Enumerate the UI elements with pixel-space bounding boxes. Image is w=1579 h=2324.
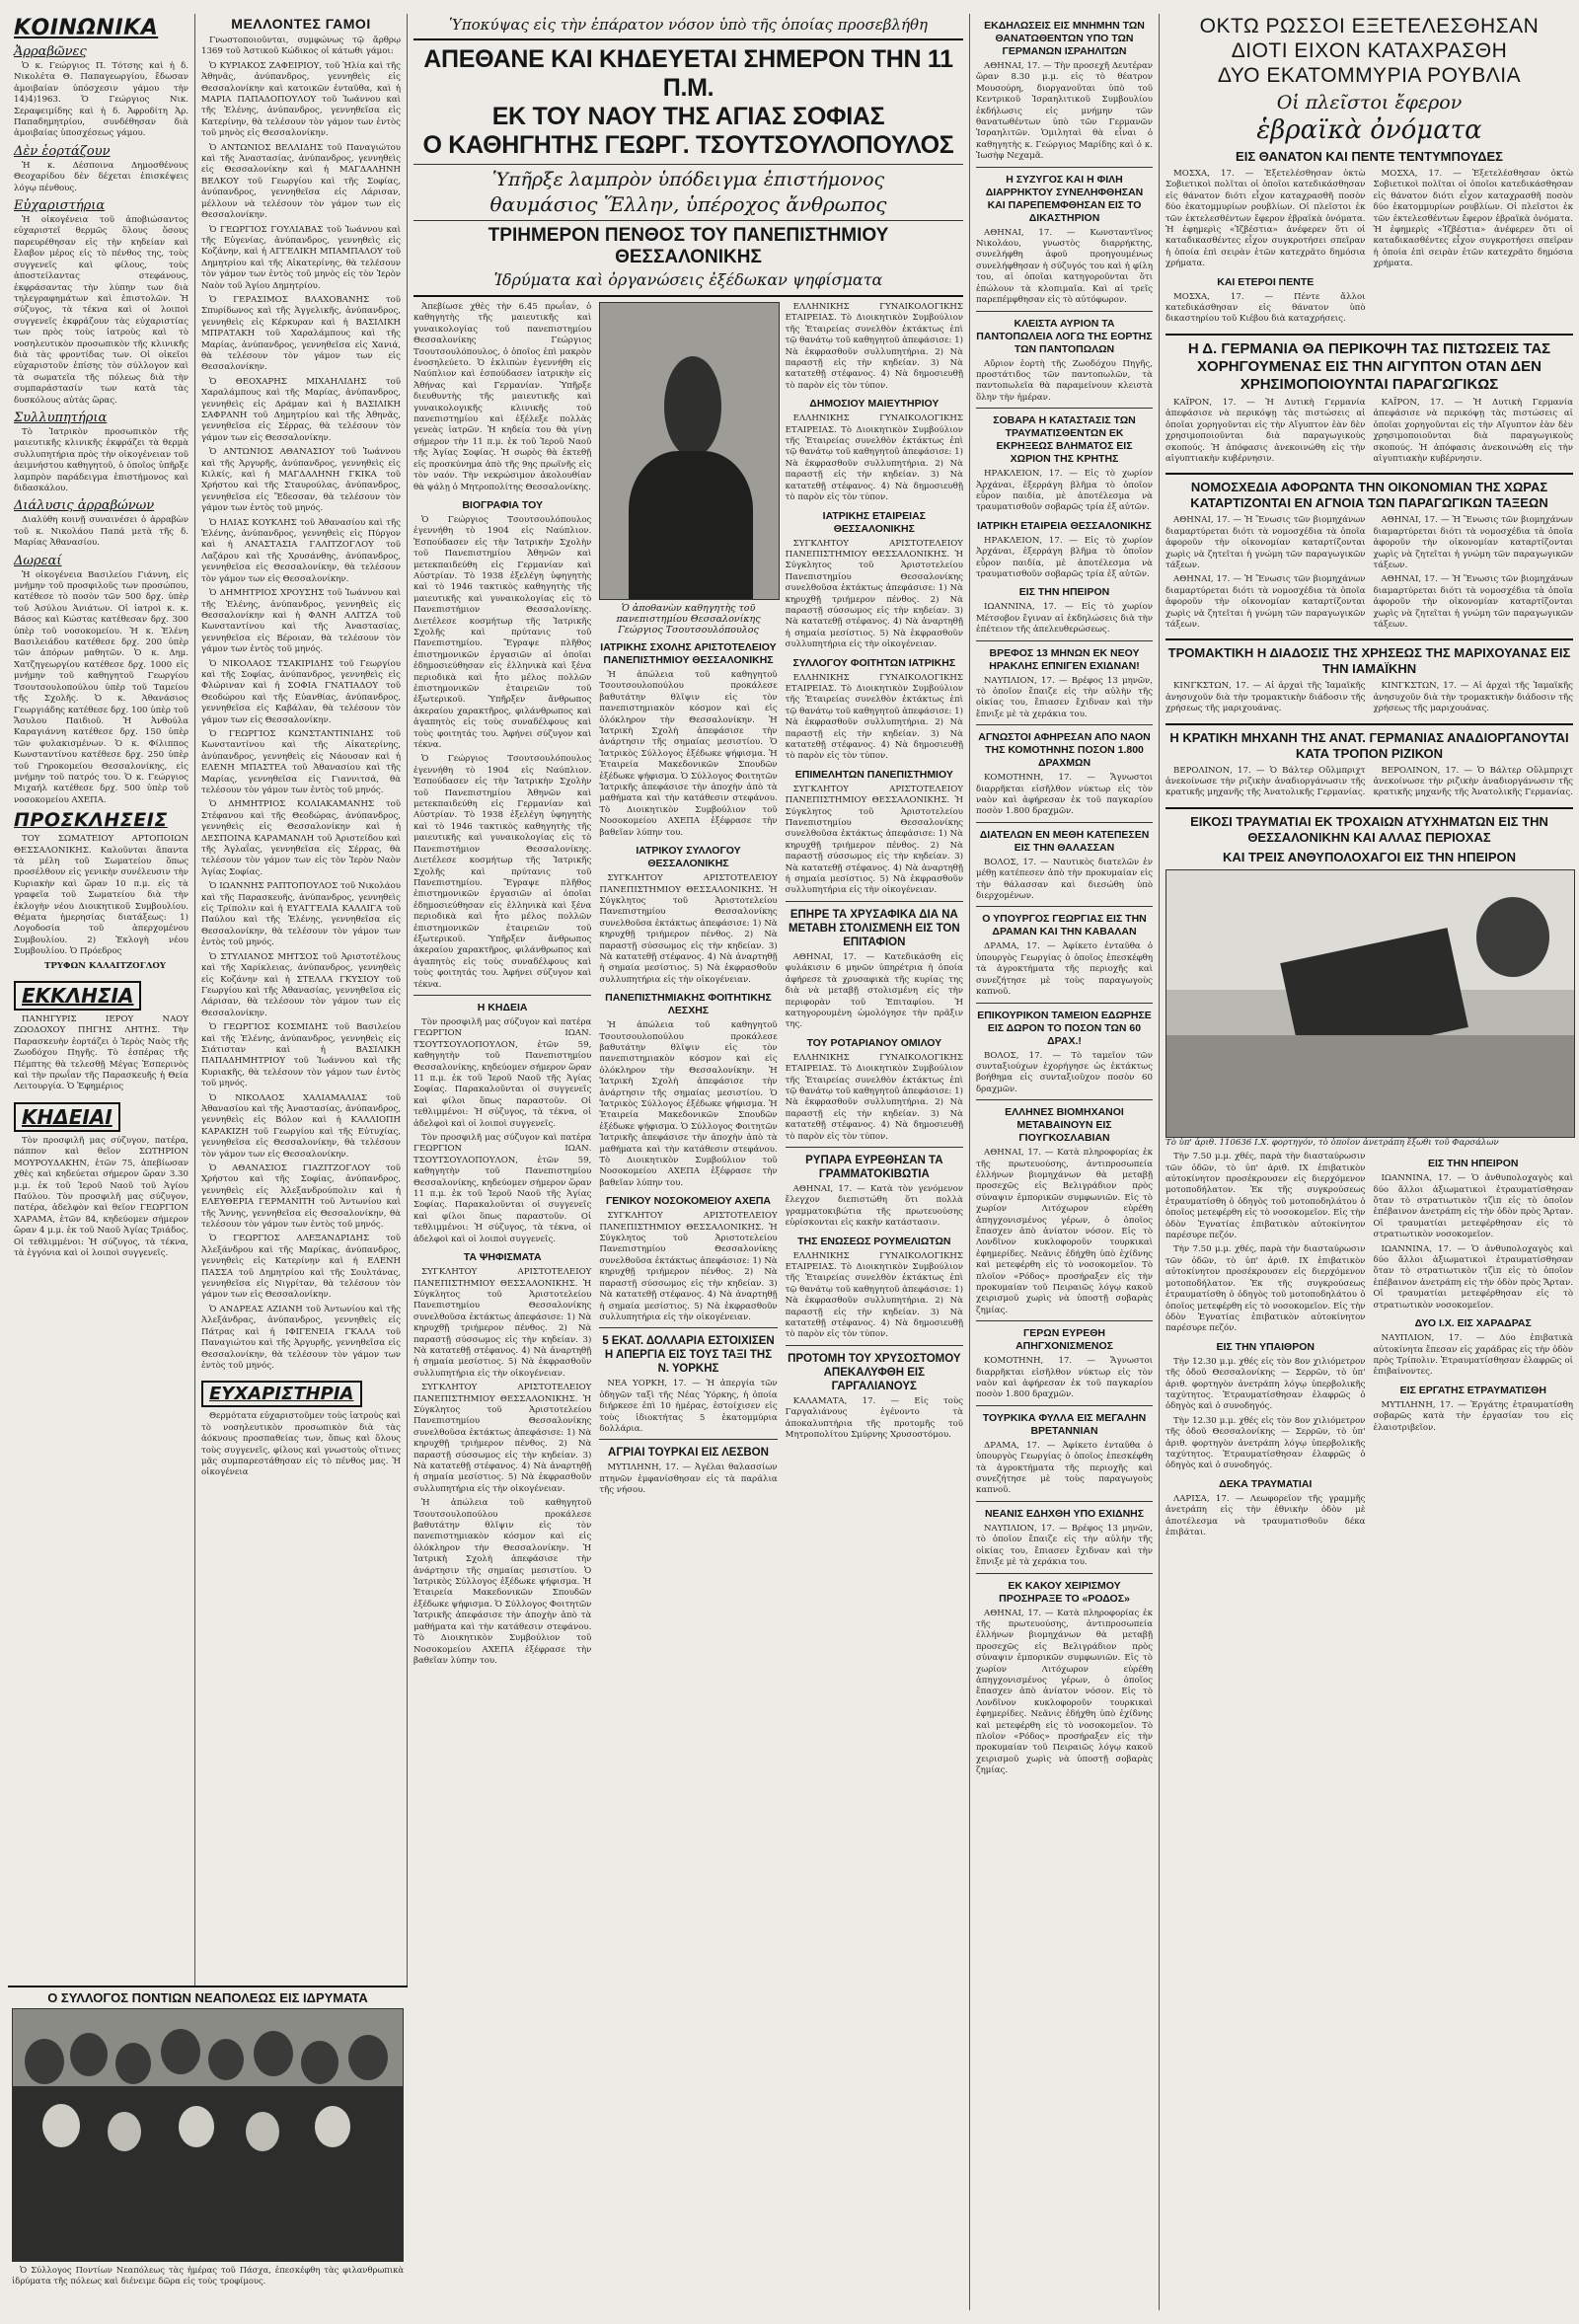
lead-headline-2: ΕΚ ΤΟΥ ΝΑΟΥ ΤΗΣ ΑΓΙΑΣ ΣΟΦΙΑΣ [491, 103, 885, 130]
article-body: ΣΥΓΚΛΗΤΟΥ ΑΡΙΣΤΟΤΕΛΕΙΟΥ ΠΑΝΕΠΙΣΤΗΜΙΟΥ ΘΕΣΣΑΛΟΝΙΚΗΣ. Ἡ Σύγκλητος τοῦ Ἀριστοτελείου Πανεπιστημίου Θεσσαλονίκης συνελθοῦσα ἐκτάκτως ἀπεφάσισε: 1) Νὰ κηρυχθῇ τριήμερον πένθος. 2) Νὰ παραστῇ σύσσωμος εἰς τὴν κηδείαν. 3) Νὰ κατατεθῇ στέφανος. 4) Νὰ ἀναρτηθῇ ἡ σημαία μεσίστιος. 5) Νὰ ἐκφρασθοῦν συλλυπητήρια εἰς τὴν οἰκογένειαν. [414, 1383, 592, 1494]
article-body: ΝΑΥΠΛΙΟΝ, 17. — Βρέφος 13 μηνῶν, τὸ ὁποῖον ἔπαιζε εἰς τὴν αὐλὴν τῆς οἰκίας του, ἔπιασεν ἔχιδναν καὶ τὴν ἔπνιξε μὲ τὰ χεράκια του. [976, 1523, 1153, 1568]
section-title-mellontes-gamoi: ΜΕΛΛΟΝΤΕΣ ΓΑΜΟΙ [231, 16, 371, 32]
article-subhead: ΙΑΤΡΙΚΟΥ ΣΥΛΛΟΓΟΥ ΘΕΣΣΑΛΟΝΙΚΗΣ [636, 845, 741, 870]
article-body: Ἡ ἀπώλεια τοῦ καθηγητοῦ Τσουτσουλοπούλου προκάλεσε βαθυτάτην θλῖψιν εἰς τὸν πανεπιστημιακὸν κόσμον καὶ εἰς ὁλόκληρον τὴν Θεσσαλονίκην. Ἡ Ἰατρικὴ Σχολὴ ἀπεφάσισε τὴν ἀνάρτησιν τῆς σημαίας μεσιστίου. Ὁ Ἰατρικὸς Σύλλογος ἐξέδωκε ψήφισμα. Ἡ Ἑταιρεία Μακεδονικῶν Σπουδῶν ἐξέδωκε ψήφισμα. Ὁ Σύλλογος Φοιτητῶν Ἰατρικῆς ἀπεφάσισε τὴν ἀποχὴν ἀπὸ τὰ μαθήματα καὶ τὴν κατάθεσιν στεφάνου. Τὸ Διοικητικὸν Συμβούλιον τοῦ Νοσοκομείου ΑΧΕΠΑ ἐξέφρασε τὴν βαθεῖαν λύπην του. [599, 670, 778, 838]
subsection-title: Διάλυσις ἀρραβώνων [14, 498, 155, 514]
article-body: ΜΟΣΧΑ, 17. — Ἐξετελέσθησαν ὀκτὼ Σοβιετικοὶ πολῖται οἱ ὁποῖοι κατεδικάσθησαν εἰς θάνατον διότι εἶχον καταχρασθῆ ποσὸν δύο ἑκατομμυρίων ρουβλίων. Οἱ πλεῖστοι ἐκ τῶν ἐκτελεσθέντων ἔφερον ἑβραϊκὰ ὀνόματα. Ἡ ἐφημερὶς «Ἰζβέστια» ἀνέφερεν ὅτι οἱ καταδικασθέντες εἶχον συγκροτήσει σπεῖραν ἡ ὁποία ἐπὶ σειρὰν ἐτῶν κατεχρᾶτο δημόσια χρήματα. [1373, 169, 1573, 269]
article-body: ΣΥΓΚΛΗΤΟΥ ΑΡΙΣΤΟΤΕΛΕΙΟΥ ΠΑΝΕΠΙΣΤΗΜΙΟΥ ΘΕΣΣΑΛΟΝΙΚΗΣ. Ἡ Σύγκλητος τοῦ Ἀριστοτελείου Πανεπιστημίου Θεσσαλονίκης συνελθοῦσα ἐκτάκτως ἀπεφάσισε: 1) Νὰ κηρυχθῇ τριήμερον πένθος. 2) Νὰ παραστῇ σύσσωμος εἰς τὴν κηδείαν. 3) Νὰ κατατεθῇ στέφανος. 4) Νὰ ἀναρτηθῇ ἡ σημαία μεσίστιος. 5) Νὰ ἐκφρασθοῦν συλλυπητήρια εἰς τὴν οἰκογένειαν. [414, 1267, 592, 1379]
article-subhead: ΕΙΣ ΤΗΝ ΥΠΑΙΘΡΟΝ [1216, 1340, 1315, 1353]
article-body: ΝΕΑ ΥΟΡΚΗ, 17. — Ἡ ἀπεργία τῶν ὁδηγῶν ταξὶ τῆς Νέας Ὑόρκης, ἡ ὁποία διήρκεσε ἐπὶ 10 ἡμέρας, ἐστοίχισεν εἰς τοὺς ἰδιοκτήτας 5 ἑκατομμύρια δολλάρια. [599, 1379, 778, 1434]
article-headline: ΚΛΕΙΣΤΑ ΑΥΡΙΟΝ ΤΑ ΠΑΝΤΟΠΩΛΕΙΑ ΛΟΓΩ ΤΗΣ ΕΟΡΤΗΣ ΤΩΝ ΠΑΝΤΟΠΩΛΩΝ [976, 317, 1153, 355]
article-body: ΕΛΛΗΝΙΚΗΣ ΓΥΝΑΙΚΟΛΟΓΙΚΗΣ ΕΤΑΙΡΕΙΑΣ. Τὸ Διοικητικὸν Συμβούλιον τῆς Ἑταιρείας συνελθὸν ἐκτάκτως ἐπὶ τῷ θανάτῳ τοῦ καθηγητοῦ ἀπεφάσισε: 1) Νὰ ἐκφρασθοῦν συλλυπητήρια. 2) Νὰ παραστῇ εἰς τὴν κηδείαν. 3) Νὰ κατατεθῇ στέφανος. 4) Νὰ δημοσιευθῇ τὸ παρὸν εἰς τὸν τύπον. [785, 302, 963, 391]
group-photo [12, 2008, 404, 2262]
article-subhead: ΔΥΟ Ι.Χ. ΕΙΣ ΧΑΡΑΔΡΑΣ [1414, 1317, 1532, 1330]
article-body: ΜΥΤΙΛΗΝΗ, 17. — Ἀγέλαι θαλασσίων πτηνῶν ἐμφανίσθησαν εἰς τὰ παράλια τῆς νήσου. [599, 1462, 778, 1496]
marriage-notice: Ὁ ΑΘΑΝΑΣΙΟΣ ΓΙΑΖΙΤΖΟΓΛΟΥ τοῦ Χρήστου καὶ τῆς Σοφίας, ἀνύπανδρος, γεννηθεὶς εἰς Ἀλεξανδρούπολιν καὶ ἡ ΕΛΕΥΘΕΡΙΑ ΓΕΡΜΑΝΙΤΗ τοῦ Ἀντωνίου καὶ τῆς Ἄννης, γεννηθεῖσα εἰς Θεσσαλονίκην, θὰ τελέσουν τὸν γάμον των ἐντὸς τοῦ μηνός. [201, 1163, 401, 1231]
lead-col-a [414, 302, 591, 1670]
article-body: Τὴν 7.50 μ.μ. χθές, παρὰ τὴν διασταύρωσιν τῶν ὁδῶν, τὸ ὑπ' ἀριθ. ΙΧ ἐπιβατικὸν αὐτοκίνητον προσέκρουσεν εἰς διερχόμενον μοτοποδήλατον. Ἐκ τῆς συγκρούσεως ἐτραυματίσθη ὁ ὁδηγὸς τοῦ μοτοποδηλάτου ὁ ὁποῖος μετεφέρθη εἰς τὸ νοσοκομεῖον. Εἰς τὴν ὁδὸν Ἐγνατίας ἐπιβατικὸν αὐτοκίνητον παρέσυρε πεζόν. [1165, 1152, 1366, 1241]
subsection-title: Ἀρραβῶνες [14, 44, 87, 59]
article-body: ΑΘΗΝΑΙ, 17. — Ἡ Ἕνωσις τῶν βιομηχάνων διαμαρτύρεται διότι τὰ νομοσχέδια τὰ ὁποῖα ἀφοροῦν τὴν οἰκονομίαν καταρτίζονται χωρὶς νὰ ζητεῖται ἡ γνώμη τῶν παραγωγικῶν τάξεων. [1373, 574, 1573, 630]
article-headline: ΠΡΟΤΟΜΗ ΤΟΥ ΧΡΥΣΟΣΤΟΜΟΥ ΑΠΕΚΑΛΥΦΘΗ ΕΙΣ ΓΑΡΓΑΛΙΑΝΟΥΣ [788, 1352, 961, 1392]
two-col-block [1165, 169, 1573, 329]
pontian-society-block [8, 1986, 408, 2311]
subsection-title: Δὲν ἑορτάζουν [14, 143, 111, 159]
article-subhead: ΤΑ ΨΗΦΙΣΜΑΤΑ [463, 1251, 542, 1264]
article-headline: ΑΓΡΙΑΙ ΤΟΥΡΚΑΙ ΕΙΣ ΛΕΣΒΟΝ [608, 1447, 769, 1460]
article-body: Διαλύθη κοινῇ συναινέσει ὁ ἀρραβὼν τοῦ κ. Νικολάου Παπά μετὰ τῆς δ. Μαρίας Ἀθανασίου. [14, 515, 188, 549]
article-headline: ΡΥΠΑΡΑ ΕΥΡΕΘΗΣΑΝ ΤΑ ΓΡΑΜΜΑΤΟΚΙΒΩΤΙΑ [805, 1154, 943, 1180]
article-body: Ὁ κ. Γεώργιος Π. Τότσης καὶ ἡ δ. Νικολέτα Θ. Παπαγεωργίου, ἔδωσαν ἀμοιβαίαν ὑπόσχεσιν γάμου τὴν 14)4)1963. Ὁ Γεώργιος Νικ. Σεραφειμίδης καὶ ἡ δ. Ἀφροδίτη Ἀρ. Παπαδημητρίου, συνδέθησαν διὰ ἀμοιβαίας ὑποσχέσεως γάμου. [14, 61, 188, 139]
article-body: Τὸν προσφιλῆ μας σύζυγον καὶ πατέρα ΓΕΩΡΓΙΟΝ ΙΩΑΝ. ΤΣΟΥΤΣΟΥΛΟΠΟΥΛΟΝ, ἐτῶν 59, καθηγητὴν τοῦ Πανεπιστημίου Θεσσαλονίκης, κηδεύομεν σήμερον ὥραν 11 π.μ. ἐκ τοῦ Ἱεροῦ Ναοῦ τῆς Ἁγίας Σοφίας. Παρακαλοῦνται οἱ συγγενεῖς καὶ φίλοι ὅπως παραστοῦν. Οἱ τεθλιμμένοι: Ἡ σύζυγος, τὰ τέκνα, οἱ ἀδελφοὶ καὶ οἱ λοιποὶ συγγενεῖς. [414, 1016, 592, 1129]
article-subhead: ΙΑΤΡΙΚΗΣ ΕΤΑΙΡΕΙΑΣ ΘΕΣΣΑΛΟΝΙΚΗΣ [822, 509, 926, 535]
article-body: ΙΩΑΝΝΙΝΑ, 17. — Ὁ ἀνθυπολοχαγὸς καὶ δύο ἄλλοι ἀξιωματικοὶ ἐτραυματίσθησαν ὅταν τὸ στρατιωτικὸν τζὶπ εἰς τὸ ὁποῖον ἐπέβαινον ἀνετράπη εἰς τὴν ὁδὸν πρὸς Ἄρταν. Οἱ τραυματίαι μετεφέρθησαν εἰς τὸ στρατιωτικὸν νοσοκομεῖον. [1373, 1173, 1573, 1240]
article-body: ΒΕΡΟΛΙΝΟΝ, 17. — Ὁ Βάλτερ Οὔλμπριχτ ἀνεκοίνωσε τὴν ριζικὴν ἀναδιοργάνωσιν τῆς κρατικῆς μηχανῆς τῆς Ἀνατολικῆς Γερμανίας. [1373, 765, 1573, 798]
article-headline: ΤΟΥΡΚΙΚΑ ΦΥΛΛΑ ΕΙΣ ΜΕΓΑΛΗΝ ΒΡΕΤΑΝΝΙΑΝ [982, 1411, 1147, 1437]
column-marriages [195, 14, 408, 2310]
article-body: ΤΟΥ ΣΩΜΑΤΕΙΟΥ ΑΡΤΟΠΟΙΩΝ ΘΕΣΣΑΛΟΝΙΚΗΣ. Καλοῦνται ἅπαντα τὰ μέλη τοῦ Σωματείου ὅπως προσέλθουν εἰς γενικὴν συνέλευσιν τὴν Κυριακὴν καὶ ὥραν 10 π.μ. εἰς τὰ γραφεῖα τοῦ Σωματείου διὰ τὴν ἐκλογὴν νέου Διοικητικοῦ Συμβουλίου. Θέματα ἡμερησίας διατάξεως: 1) Λογοδοσία τοῦ ἀπερχομένου Συμβουλίου. 2) Ἐκλογὴ νέου Συμβουλίου. Ὁ Πρόεδρος [14, 834, 188, 957]
article-body: ΜΟΣΧΑ, 17. — Πέντε ἄλλοι κατεδικάσθησαν εἰς θάνατον ὑπὸ δικαστηρίου τοῦ Κιέβου διὰ καταχρήσεις. [1165, 291, 1366, 325]
article-body: ΔΡΑΜΑ, 17. — Ἀφίκετο ἐνταῦθα ὁ ὑπουργὸς Γεωργίας ὁ ὁποῖος ἐπεσκέφθη τὰ ἀγροκτήματα τῆς περιοχῆς καὶ συνεζήτησε μὲ τοὺς παραγωγοὺς καπνοῦ. [976, 941, 1153, 998]
article-body: ΙΩΑΝΝΙΝΑ, 17. — Εἰς τὸ χωρίον Μέτσοβον ἔγιναν αἱ ἐκδηλώσεις διὰ τὴν ἐπέτειον τῆς ἀπελευθερώσεως. [976, 602, 1153, 636]
article-subhead: ΕΙΣ ΘΑΝΑΤΟΝ ΚΑΙ ΠΕΝΤΕ ΤΕΝΤΥΜΠΟΥΔΕΣ [1236, 149, 1503, 164]
article-body: ΑΘΗΝΑΙ, 17. — Ἡ Ἕνωσις τῶν βιομηχάνων διαμαρτύρεται διότι τὰ νομοσχέδια τὰ ὁποῖα ἀφοροῦν τὴν οἰκονομίαν καταρτίζονται χωρὶς νὰ ζητεῖται ἡ γνώμη τῶν παραγωγικῶν τάξεων. [1165, 574, 1366, 630]
two-col-block [1165, 515, 1573, 634]
marriage-notice: Ὁ ΗΛΙΑΣ ΚΟΥΚΛΗΣ τοῦ Ἀθανασίου καὶ τῆς Ἑλένης, ἀνύπανδρος, γεννηθεὶς εἰς Πύργον καὶ ἡ ΑΝΑΣΤΑΣΙΑ ΓΑΛΙΤΖΟΓΛΟΥ τοῦ Λαζάρου καὶ τῆς Χρυσάνθης, ἀνύπανδρος, γεννηθεῖσα εἰς Θεσσαλονίκην, θὰ τελέσουν τὸν γάμον των εἰς Θεσσαλονίκην. [201, 517, 401, 584]
article-body: Ἡ οἰκογένεια Βασιλείου Γιάννη, εἰς μνήμην τοῦ προσφιλοῦς των προσώπου, κατέθεσε τὸ ποσὸν τῶν 500 δρχ. ὑπὲρ τοῦ Ἀσύλου Ἀνιάτων. Οἱ ἰατροὶ κ. κ. Βάσος καὶ Κώστας κατέθεσαν δρχ. 300 ὑπὲρ τοῦ νοσοκομείου. Ἡ κ. Ἑλένη Βασιλειάδου κατέθεσε δρχ. 200 ὑπὲρ τῶν ἀπόρων μαθητῶν. Ὁ κ. Δημ. Χατζηγεωργίου κατέθεσε δρχ. 1000 εἰς μνήμην τοῦ καθηγητοῦ Γεωργίου Τσουτσουλοπούλου ὑπὲρ τοῦ Ταμείου τῆς Σχολῆς. Ὁ κ. Ἀθανάσιος Γεωργιάδης κατέθεσε δρχ. 100 ὑπὲρ τοῦ Ἄσυλου Παιδιοῦ. Ἡ Ἀνθούλα Καραγιάννη κατέθεσε δρχ. 150 ὑπὲρ τῶν φυλακισμένων. Ὁ κ. Φίλιππος Κωνσταντίνου κατέθεσε δρχ. 250 ὑπὲρ τοῦ Γηροκομείου Θεσσαλονίκης, εἰς μνήμην τοῦ πατρός του. Ὁ κ. Γεώργιος Μιχαήλ κατέθεσε δρχ. 500 ὑπὲρ τοῦ νοσοκομείου ΑΧΕΠΑ. [14, 569, 188, 805]
marriage-notice: Ὁ ΓΕΩΡΓΙΟΣ ΚΩΝΣΤΑΝΤΙΝΙΔΗΣ τοῦ Κωνσταντίνου καὶ τῆς Αἰκατερίνης, ἀνύπανδρος, γεννηθεὶς εἰς Νάουσαν καὶ ἡ ΕΛΕΝΗ ΜΠΑΣΤΕΑ τοῦ Ἀθανασίου καὶ τῆς Μαρίας, γεννηθεῖσα εἰς Γιαννιτσά, θὰ τελέσουν τὸν γάμον των ἐντὸς τοῦ μηνός. [201, 728, 401, 795]
marriage-notice: Ὁ ΘΕΟΧΑΡΗΣ ΜΙΧΑΗΛΙΔΗΣ τοῦ Χαραλάμπους καὶ τῆς Μαρίας, ἀνύπανδρος, γεννηθεὶς εἰς Δράμαν καὶ ἡ ΒΑΣΙΛΙΚΗ ΣΑΦΡΑΝΗ τοῦ Δημητρίου καὶ τῆς Ἀθηνᾶς, γεννηθεῖσα εἰς Σέρρας, θὰ τελέσουν τὸν γάμον των εἰς Θεσσαλονίκην. [201, 376, 401, 443]
article-headline: ΝΕΑΝΙΣ ΕΔΗΧΘΗ ΥΠΟ ΕΧΙΔΝΗΣ [984, 1507, 1145, 1520]
column-lead-story [408, 14, 970, 2310]
article-headline: Ο ΣΥΛΛΟΓΟΣ ΠΟΝΤΙΩΝ ΝΕΑΠΟΛΕΩΣ ΕΙΣ ΙΔΡΥΜΑΤΑ [47, 1990, 368, 2005]
marriage-notice: Ὁ ΔΗΜΗΤΡΙΟΣ ΧΡΟΥΣΗΣ τοῦ Ἰωάννου καὶ τῆς Ἑλένης, ἀνύπανδρος, γεννηθεὶς εἰς Θεσσαλονίκην καὶ ἡ ΦΑΝΗ ΑΛΙΤΖΑ τοῦ Κωνσταντίνου καὶ τῆς Ἀναστασίας, γεννηθεῖσα εἰς Βέροιαν, θὰ τελέσουν τὸν γάμον των ἐντὸς τοῦ μηνός. [201, 588, 401, 655]
article-body: Τὸν προσφιλῆ μας σύζυγον καὶ πατέρα ΓΕΩΡΓΙΟΝ ΙΩΑΝ. ΤΣΟΥΤΣΟΥΛΟΠΟΥΛΟΝ, ἐτῶν 59, καθηγητὴν τοῦ Πανεπιστημίου Θεσσαλονίκης, κηδεύομεν σήμερον ὥραν 11 π.μ. ἐκ τοῦ Ἱεροῦ Ναοῦ τῆς Ἁγίας Σοφίας. Παρακαλοῦνται οἱ συγγενεῖς καὶ φίλοι ὅπως παραστοῦν. Οἱ τεθλιμμένοι: Ἡ σύζυγος, τὰ τέκνα, οἱ ἀδελφοὶ καὶ οἱ λοιποὶ συγγενεῖς. [414, 1133, 592, 1244]
article-body: Γνωστοποιοῦνται, συμφώνως τῷ ἄρθρῳ 1369 τοῦ Ἀστικοῦ Κώδικος οἱ κάτωθι γάμοι: [201, 36, 401, 57]
headline-economy-bills: ΝΟΜΟΣΧΕΔΙΑ ΑΦΟΡΩΝΤΑ ΤΗΝ ΟΙΚΟΝΟΜΙΑΝ ΤΗΣ ΧΩΡΑΣ ΚΑΤΑΡΤΙΖΟΝΤΑΙ ΕΝ ΑΓΝΟΙΑ ΤΩΝ ΠΑΡΑΓΩΓΙΚΩΝ ΤΑΞΕΩΝ [1190, 480, 1548, 511]
marriage-notice: Ὁ ΑΝΔΡΕΑΣ ΑΖΙΑΝΗ τοῦ Ἀντωνίου καὶ τῆς Ἀλεξάνδρας, ἀνύπανδρος, γεννηθεὶς εἰς Πάτρας καὶ ἡ ΙΦΙΓΕΝΕΙΑ ΓΚΑΛΑ τοῦ Παναγιώτου καὶ τῆς Ἀργυρῆς, γεννηθεῖσα εἰς Θεσσαλονίκην, θὰ τελέσουν τὸν γάμον των ἐντὸς τοῦ μηνός. [201, 1304, 401, 1371]
lead-kicker: Ὑποκύψας εἰς τὴν ἐπάρατον νόσον ὑπὸ τῆς ὁποίας προσεβλήθη [449, 16, 928, 34]
article-body: ΕΛΛΗΝΙΚΗΣ ΓΥΝΑΙΚΟΛΟΓΙΚΗΣ ΕΤΑΙΡΕΙΑΣ. Τὸ Διοικητικὸν Συμβούλιον τῆς Ἑταιρείας συνελθὸν ἐκτάκτως ἐπὶ τῷ θανάτῳ τοῦ καθηγητοῦ ἀπεφάσισε: 1) Νὰ ἐκφρασθοῦν συλλυπητήρια. 2) Νὰ παραστῇ εἰς τὴν κηδείαν. 3) Νὰ κατατεθῇ στέφανος. 4) Νὰ δημοσιευθῇ τὸ παρὸν εἰς τὸν τύπον. [785, 1052, 963, 1142]
article-body: ΑΘΗΝΑΙ, 17. — Ἡ Ἕνωσις τῶν βιομηχάνων διαμαρτύρεται διότι τὰ νομοσχέδια τὰ ὁποῖα ἀφοροῦν τὴν οἰκονομίαν καταρτίζονται χωρὶς νὰ ζητεῖται ἡ γνώμη τῶν παραγωγικῶν τάξεων. [1373, 515, 1573, 570]
lead-headline-3: Ο ΚΑΘΗΓΗΤΗΣ ΓΕΩΡΓ. ΤΣΟΥΤΣΟΥΛΟΠΟΥΛΟΣ [422, 131, 954, 159]
headline-east-germany: Η ΚΡΑΤΙΚΗ ΜΗΧΑΝΗ ΤΗΣ ΑΝΑΤ. ΓΕΡΜΑΝΙΑΣ ΑΝΑΔΙΟΡΓΑΝΟΥΤΑΙ ΚΑΤΑ ΤΡΟΠΟΝ ΡΙΖΙΚΟΝ [1169, 729, 1569, 761]
article-body: Τὸν προσφιλῆ μας σύζυγον, πατέρα, πάππον καὶ θεῖον ΣΩΤΗΡΙΟΝ ΜΟΥΡΟΥΔΑΚΗΝ, ἐτῶν 75, ἀπεβίωσαν χθὲς καὶ κηδεύεται σήμερον ὥραν 3.30 μ.μ. ἐκ τοῦ Ἱεροῦ Ναοῦ τοῦ Ἁγίου Παύλου. Τὸν προσφιλῆ μας σύζυγον, πατέρα, ἀδελφὸν καὶ θεῖον ΓΕΩΡΓΙΟΝ ΧΑΡΑΜΑ, ἐτῶν 84, κηδεύομεν σήμερον ὥραν 4 μ.μ. ἐκ τοῦ Ναοῦ Ἁγίας Τριάδος. Οἱ τεθλιμμένοι: Ἡ σύζυγος, τὰ τέκνα, τὰ ἐγγόνια καὶ οἱ λοιποὶ συγγενεῖς. [14, 1135, 188, 1258]
headline-russians-2: ΔΙΟΤΙ ΕΙΧΟΝ ΚΑΤΑΧΡΑΣΘΗ [1231, 39, 1508, 62]
marriage-notice: Ὁ ΓΕΩΡΓΙΟΣ ΓΟΥΛΙΑΒΑΣ τοῦ Ἰωάννου καὶ τῆς Εὐγενίας, ἀνύπανδρος, γεννηθεὶς εἰς Κοζάνην, καὶ ἡ ΑΓΓΕΛΙΚΗ ΜΠΑΜΠΑΛΟΥ τοῦ Δημητρίου καὶ τῆς Αἰκατερίνης, θὰ τελέσουν τὸν γάμον των ἐντὸς τοῦ μηνὸς εἰς τὸν Ἱερὸν Ναὸν τοῦ Ἁγίου Δημητρίου. [201, 224, 401, 291]
article-subhead: ΤΗΣ ΕΝΩΣΕΩΣ ΡΟΥΜΕΛΙΩΤΩΝ [797, 1235, 951, 1247]
headline-germany-egypt: Η Δ. ΓΕΡΜΑΝΙΑ ΘΑ ΠΕΡΙΚΟΨΗ ΤΑΣ ΠΙΣΤΩΣΕΙΣ ΤΑΣ ΧΟΡΗΓΟΥΜΕΝΑΣ ΕΙΣ ΤΗΝ ΑΙΓΥΠΤΟΝ ΟΤΑΝ ΔΕΝ ΧΡΗΣΙΜΟΠΟΙΟΥΝΤΑΙ ΠΑΡΑΓΩΓΙΚΩΣ [1187, 339, 1551, 393]
article-subhead: ΙΑΤΡΙΚΗ ΕΤΑΙΡΕΙΑ ΘΕΣΣΑΛΟΝΙΚΗΣ [977, 519, 1152, 532]
article-body: ΕΛΛΗΝΙΚΗΣ ΓΥΝΑΙΚΟΛΟΓΙΚΗΣ ΕΤΑΙΡΕΙΑΣ. Τὸ Διοικητικὸν Συμβούλιον τῆς Ἑταιρείας συνελθὸν ἐκτάκτως ἐπὶ τῷ θανάτῳ τοῦ καθηγητοῦ ἀπεφάσισε: 1) Νὰ ἐκφρασθοῦν συλλυπητήρια. 2) Νὰ παραστῇ εἰς τὴν κηδείαν. 3) Νὰ κατατεθῇ στέφανος. 4) Νὰ δημοσιευθῇ τὸ παρὸν εἰς τὸν τύπον. [785, 672, 963, 762]
article-body: Ἡ οἰκογένεια τοῦ ἀποβιώσαντος εὐχαριστεῖ θερμῶς ὅλους ὅσους παρευρέθησαν εἰς τὴν κηδείαν καὶ ἔλαβον μέρος εἰς τὸ πένθος της, τοὺς συγγενεῖς καὶ φίλους, τοὺς ἀποστείλαντας στεφάνους, ἐκφράσαντας τὴν λύπην των διὰ τηλεγραφημάτων καὶ ἐπιστολῶν. Ἡ σύζυγος, τὰ τέκνα καὶ οἱ λοιποὶ συγγενεῖς ἐκφράζουν τὰς εὐχαριστίας των πρὸς τοὺς ἰατροὺς καὶ τὸ νοσηλευτικὸν προσωπικὸν τῆς κλινικῆς διὰ τὰς φροντίδας των. Οἱ οἰκεῖοι εὐχαριστοῦν ἐπίσης τὸν σύλλογον καὶ τὰ σωματεῖα τῆς πόλεως διὰ τὴν συμπαράστασίν των κατὰ τὰς δυσκόλους αὐτὰς ὥρας. [14, 215, 188, 406]
article-subhead: Η ΚΗΔΕΙΑ [477, 1001, 528, 1013]
article-body: ΕΛΛΗΝΙΚΗΣ ΓΥΝΑΙΚΟΛΟΓΙΚΗΣ ΕΤΑΙΡΕΙΑΣ. Τὸ Διοικητικὸν Συμβούλιον τῆς Ἑταιρείας συνελθὸν ἐκτάκτως ἐπὶ τῷ θανάτῳ τοῦ καθηγητοῦ ἀπεφάσισε: 1) Νὰ ἐκφρασθοῦν συλλυπητήρια. 2) Νὰ παραστῇ εἰς τὴν κηδείαν. 3) Νὰ κατατεθῇ στέφανος. 4) Νὰ δημοσιευθῇ τὸ παρὸν εἰς τὸν τύπον. [785, 413, 963, 503]
article-body: ΚΑΪΡΟΝ, 17. — Ἡ Δυτικὴ Γερμανία ἀπεφάσισε νὰ περικόψῃ τὰς πιστώσεις αἱ ὁποῖαι χορηγοῦνται εἰς τὴν Αἴγυπτον ἐὰν δὲν χρησιμοποιοῦνται διὰ παραγωγικοὺς σκοπούς. Ἡ ἀπόφασις ἀνεκοινώθη εἰς τὴν αἰγυπτιακὴν κυβέρνησιν. [1373, 397, 1573, 464]
article-subhead: ΔΗΜΟΣΙΟΥ ΜΑΙΕΥΤΗΡΙΟΥ [809, 398, 940, 411]
marriage-notice: Ὁ ΙΩΑΝΝΗΣ ΡΑΠΤΟΠΟΥΛΟΣ τοῦ Νικολάου καὶ τῆς Παρασκευῆς, ἀνύπανδρος, γεννηθεὶς εἰς Τρίπολιν καὶ ἡ ΕΥΑΓΓΕΛΙΑ ΚΑΛΛΙΓΑ τοῦ Παύλου καὶ τῆς Ἑλένης, γεννηθεῖσα εἰς Θεσσαλονίκην, θὰ τελέσουν τὸν γάμον των ἐντὸς τοῦ μηνός. [201, 881, 401, 948]
article-body: ΚΙΝΓΚΣΤΩΝ, 17. — Αἱ ἀρχαὶ τῆς Ἰαμαϊκῆς ἀνησυχοῦν διὰ τὴν τρομακτικὴν διάδοσιν τῆς χρήσεως τῆς μαριχουάνας. [1373, 681, 1573, 714]
article-body: ΝΑΥΠΛΙΟΝ, 17. — Δύο ἐπιβατικὰ αὐτοκίνητα ἔπεσαν εἰς χαράδρας εἰς τὴν ὁδὸν πρὸς Τρίπολιν. Ἐτραυματίσθησαν ἐλαφρῶς οἱ ἐπιβαίνοντες. [1373, 1333, 1573, 1378]
column-briefs [970, 14, 1160, 2310]
lead-headline-1: ΑΠΕΘΑΝΕ ΚΑΙ ΚΗΔΕΥΕΤΑΙ ΣΗΜΕΡΟΝ ΤΗΝ 11 Π.Μ. [423, 45, 953, 102]
article-subhead: ΒΙΟΓΡΑΦΙΑ ΤΟΥ [462, 498, 543, 511]
section-title-efxaristiria: ΕΥΧΑΡΙΣΤΗΡΙΑ [201, 1381, 362, 1407]
article-subhead: ΓΕΝΙΚΟΥ ΝΟΣΟΚΟΜΕΙΟΥ ΑΧΕΠΑ [605, 1195, 771, 1208]
article-body: ΣΥΓΚΛΗΤΟΥ ΑΡΙΣΤΟΤΕΛΕΙΟΥ ΠΑΝΕΠΙΣΤΗΜΙΟΥ ΘΕΣΣΑΛΟΝΙΚΗΣ. Ἡ Σύγκλητος τοῦ Ἀριστοτελείου Πανεπιστημίου Θεσσαλονίκης συνελθοῦσα ἐκτάκτως ἀπεφάσισε: 1) Νὰ κηρυχθῇ τριήμερον πένθος. 2) Νὰ παραστῇ σύσσωμος εἰς τὴν κηδείαν. 3) Νὰ κατατεθῇ στέφανος. 4) Νὰ ἀναρτηθῇ ἡ σημαία μεσίστιος. 5) Νὰ ἐκφρασθοῦν συλλυπητήρια εἰς τὴν οἰκογένειαν. [785, 538, 963, 650]
professor-portrait [599, 302, 779, 600]
article-headline: Η ΣΥΖΥΓΟΣ ΚΑΙ Η ΦΙΛΗ ΔΙΑΡΡΗΚΤΟΥ ΣΥΝΕΛΗΦΘΗΣΑΝ ΚΑΙ ΠΑΡΕΠΕΜΦΘΗΣΑΝ ΕΙΣ ΤΟ ΔΙΚΑΣΤΗΡΙΟΝ [985, 173, 1144, 224]
section-title-kideiai: ΚΗΔΕΙΑΙ [14, 1102, 120, 1132]
article-headline: ΕΛΛΗΝΕΣ ΒΙΟΜΗΧΑΝΟΙ ΜΕΤΑΒΑΙΝΟΥΝ ΕΙΣ ΓΙΟΥΓΚΟΣΛΑΒΙΑΝ [1005, 1106, 1124, 1145]
photo-caption: Ὁ ἀποθανὼν καθηγητὴς τοῦ πανεπιστημίου Θεσσαλονίκης Γεώργιος Τσουτσουλόπουλος [616, 603, 761, 636]
two-col-block [1165, 681, 1573, 717]
article-subhead: ΣΥΛΛΟΓΟΥ ΦΟΙΤΗΤΩΝ ΙΑΤΡΙΚΗΣ [792, 656, 956, 669]
article-subhead: ΠΑΝΕΠΙΣΤΗΜΙΑΚΗΣ ΦΟΙΤΗΤΙΚΗΣ ΛΕΣΧΗΣ [605, 992, 772, 1017]
article-body: Τὴν 12.30 μ.μ. χθές εἰς τὸν 8ον χιλιόμετρον τῆς ὁδοῦ Θεσσαλονίκης — Σερρῶν, τὸ ὑπ' ἀριθ. φορτηγὸν ἀνετράπη λόγῳ ὑπερβολικῆς ταχύτητος. Ἐτραυματίσθησαν ἐλαφρῶς ὁ ὁδηγὸς καὶ ὁ συνοδηγός. [1165, 1356, 1366, 1412]
subsection-title: Συλλυπητήρια [14, 410, 108, 425]
section-title-koinonika: ΚΟΙΝΩΝΙΚΑ [14, 16, 159, 40]
marriage-notice: Ὁ ΔΗΜΗΤΡΙΟΣ ΚΟΛΙΑΚΑΜΑΝΗΣ τοῦ Στέφανου καὶ τῆς Θεοδώρας, ἀνύπανδρος, γεννηθεὶς εἰς Θεσσαλονίκην καὶ ἡ ΔΕΣΠΟΙΝΑ ΚΑΡΑΜΑΝΛΗ τοῦ Ἀριστείδου καὶ τῆς Ἀγλαΐας, γεννηθεῖσα εἰς Σέρρας, θὰ τελέσουν τὸν γάμον των εἰς τὸν Ἱερὸν Ναὸν Ἁγίας Σοφίας. [201, 799, 401, 877]
photo-caption: Τὸ ὑπ' ἀριθ. 110636 Ι.Χ. φορτηγόν, τὸ ὁποῖον ἀνετράπη ἔξωθι τοῦ Φαρσάλων [1165, 1137, 1499, 1148]
article-body: ΣΥΓΚΛΗΤΟΥ ΑΡΙΣΤΟΤΕΛΕΙΟΥ ΠΑΝΕΠΙΣΤΗΜΙΟΥ ΘΕΣΣΑΛΟΝΙΚΗΣ. Ἡ Σύγκλητος τοῦ Ἀριστοτελείου Πανεπιστημίου Θεσσαλονίκης συνελθοῦσα ἐκτάκτως ἀπεφάσισε: 1) Νὰ κηρυχθῇ τριήμερον πένθος. 2) Νὰ παραστῇ σύσσωμος εἰς τὴν κηδείαν. 3) Νὰ κατατεθῇ στέφανος. 4) Νὰ ἀναρτηθῇ ἡ σημαία μεσίστιος. 5) Νὰ ἐκφρασθοῦν συλλυπητήρια εἰς τὴν οἰκογένειαν. [599, 873, 778, 985]
article-body: ΑΘΗΝΑΙ, 17. — Τὴν προσεχῆ Δευτέραν ὥραν 8.30 μ.μ. εἰς τὸ θέατρον Μουσούρη, διοργανοῦται ὑπὸ τοῦ Κεντρικοῦ Ἰσραηλιτικοῦ Συμβουλίου ἐκδήλωσις εἰς μνήμην τῶν θανατωθέντων ὑπὸ τῶν Γερμανῶν Ἰσραηλιτῶν. Ὁμιληταὶ θὰ εἶναι ὁ καθηγητὴς κ. Γεώργιος Μαρίδης καὶ ὁ κ. Ἰωσὴφ Νεχαμᾶ. [976, 61, 1153, 162]
article-body: Τὴν 12.30 μ.μ. χθές εἰς τὸν 8ον χιλιόμετρον τῆς ὁδοῦ Θεσσαλονίκης — Σερρῶν, τὸ ὑπ' ἀριθ. φορτηγὸν ἀνετράπη λόγῳ ὑπερβολικῆς ταχύτητος. Ἐτραυματίσθησαν ἐλαφρῶς ὁ ὁδηγὸς καὶ ὁ συνοδηγός. [1165, 1415, 1366, 1471]
headline-russians-3: ΔΥΟ ΕΚΑΤΟΜΜΥΡΙΑ ΡΟΥΒΛΙΑ [1217, 64, 1522, 87]
marriage-notice: Ὁ ΚΥΡΙΑΚΟΣ ΖΑΦΕΙΡΙΟΥ, τοῦ Ἠλία καὶ τῆς Ἀθηνᾶς, ἀνύπανδρος, γεννηθεὶς εἰς Θεσσαλονίκην καὶ κατοικῶν ἐνταῦθα, καὶ ἡ ΜΑΡΙΑ ΠΑΠΑΔΟΠΟΥΛΟΥ τοῦ Ἰωάννου καὶ τῆς Ἑλένης, ἀνύπανδρος, γεννηθεῖσα εἰς Κατερίνην, θὰ τελέσουν τὸν γάμον των ἐντὸς τοῦ μηνὸς εἰς Θεσσαλονίκην. [201, 60, 401, 139]
marriage-notice: Ὁ ΑΝΤΩΝΙΟΣ ΑΘΑΝΑΣΙΟΥ τοῦ Ἰωάννου καὶ τῆς Ἀργυρῆς, ἀνύπανδρος, γεννηθεὶς εἰς Κιλκίς, καὶ ἡ ΜΑΓΔΑΛΗΝΗ ΓΚΙΚΑ τοῦ Χρήστου καὶ τῆς Σταυρούλας, ἀνύπανδρος, γεννηθεῖσα εἰς Ἔδεσσαν, θὰ τελέσουν τὸν γάμον των ἐντὸς τοῦ μηνός. [201, 447, 401, 514]
article-headline: 5 ΕΚΑΤ. ΔΟΛΛΑΡΙΑ ΕΣΤΟΙΧΙΣΕΝ Η ΑΠΕΡΓΙΑ ΕΙΣ ΤΟΥΣ ΤΑΞΙ ΤΗΣ Ν. ΥΟΡΚΗΣ [602, 1335, 775, 1376]
headline-russians-1: ΟΚΤΩ ΡΩΣΣΟΙ ΕΞΕΤΕΛΕΣΘΗΣΑΝ [1199, 15, 1540, 37]
article-body: ΚΙΝΓΚΣΤΩΝ, 17. — Αἱ ἀρχαὶ τῆς Ἰαμαϊκῆς ἀνησυχοῦν διὰ τὴν τρομακτικὴν διάδοσιν τῆς χρήσεως τῆς μαριχουάνας. [1165, 681, 1366, 714]
article-subhead: ΤΟΥ ΡΟΤΑΡΙΑΝΟΥ ΟΜΙΛΟΥ [806, 1036, 942, 1049]
article-headline: ΔΙΑΤΕΛΩΝ ΕΝ ΜΕΘΗ ΚΑΤΕΠΕΣΕΝ ΕΙΣ ΤΗΝ ΘΑΛΑΣΣΑΝ [979, 828, 1150, 854]
article-body: ΑΘΗΝΑΙ, 17. — Κατὰ πληροφορίας ἐκ τῆς πρωτευούσης, ἀντιπροσωπεία ἑλλήνων βιομηχάνων θὰ μεταβῇ προσεχῶς εἰς Βελιγράδιον πρὸς σύναψιν ἐμπορικῶν συμφωνιῶν. Εἰς τὸ χωρίον Λιτόχωρον εὑρέθη ἀπηγχονισμένος γέρων, ὁ ὁποῖος ἔπασχεν ἀπὸ ἀνίατον νόσον. Εἰς τὸ Λονδῖνον κυκλοφοροῦν τουρκικαὶ ἐφημερίδες. Νεᾶνις ἐδήχθη ὑπὸ ἐχίδνης καὶ μετεφέρθη εἰς τὸ νοσοκομεῖον. Τὸ πλοῖον «Ρόδος» προσήραξεν εἰς τὴν προκυμαίαν τοῦ Πειραιῶς λόγῳ κακοῦ χειρισμοῦ χωρὶς νὰ ὑποστῇ σοβαρὰς ζημίας. [976, 1608, 1153, 1776]
lead-subhead-2: θαυμάσιος Ἕλλην, ὑπέροχος ἄνθρωπος [489, 192, 887, 216]
article-body: Ἡ ἀπώλεια τοῦ καθηγητοῦ Τσουτσουλοπούλου προκάλεσε βαθυτάτην θλῖψιν εἰς τὸν πανεπιστημιακὸν κόσμον καὶ εἰς ὁλόκληρον τὴν Θεσσαλονίκην. Ἡ Ἰατρικὴ Σχολὴ ἀπεφάσισε τὴν ἀνάρτησιν τῆς σημαίας μεσιστίου. Ὁ Ἰατρικὸς Σύλλογος ἐξέδωκε ψήφισμα. Ἡ Ἑταιρεία Μακεδονικῶν Σπουδῶν ἐξέδωκε ψήφισμα. Ὁ Σύλλογος Φοιτητῶν Ἰατρικῆς ἀπεφάσισε τὴν ἀποχὴν ἀπὸ τὰ μαθήματα καὶ τὴν κατάθεσιν στεφάνου. Τὸ Διοικητικὸν Συμβούλιον τοῦ Νοσοκομείου ΑΧΕΠΑ ἐξέφρασε τὴν βαθεῖαν λύπην του. [414, 1498, 592, 1666]
article-body: ΔΡΑΜΑ, 17. — Ἀφίκετο ἐνταῦθα ὁ ὑπουργὸς Γεωργίας ὁ ὁποῖος ἐπεσκέφθη τὰ ἀγροκτήματα τῆς περιοχῆς καὶ συνεζήτησε μὲ τοὺς παραγωγοὺς καπνοῦ. [976, 1440, 1153, 1496]
marriage-notice: Ὁ ΓΕΡΑΣΙΜΟΣ ΒΛΑΧΟΒΑΝΗΣ τοῦ Σπυρίδωνος καὶ τῆς Ἀγγελικῆς, ἀνύπανδρος, γεννηθεὶς εἰς Κέρκυραν καὶ ἡ ΒΑΣΙΛΙΚΗ ΜΠΡΑΤΑΚΗ τοῦ Χαραλάμπους καὶ τῆς Μαρίας, ἀνύπανδρος, γεννηθεῖσα εἰς Χανιά, θὰ τελέσουν τὸν γάμον των εἰς Θεσσαλονίκην. [201, 294, 401, 373]
subhead-russians-2: ἑβραϊκὰ ὀνόματα [1256, 115, 1482, 145]
article-body: ΝΑΥΠΛΙΟΝ, 17. — Βρέφος 13 μηνῶν, τὸ ὁποῖον ἔπαιζε εἰς τὴν αὐλὴν τῆς οἰκίας του, ἔπιασεν ἔχιδναν καὶ τὴν ἔπνιξε μὲ τὰ χεράκια του. [976, 675, 1153, 719]
article-body: ΙΩΑΝΝΙΝΑ, 17. — Ὁ ἀνθυπολοχαγὸς καὶ δύο ἄλλοι ἀξιωματικοὶ ἐτραυματίσθησαν ὅταν τὸ στρατιωτικὸν τζὶπ εἰς τὸ ὁποῖον ἐπέβαινον ἀνετράπη εἰς τὴν ὁδὸν πρὸς Ἄρταν. Οἱ τραυματίαι μετεφέρθησαν εἰς τὸ στρατιωτικὸν νοσοκομεῖον. [1373, 1243, 1573, 1311]
photo-caption: Ὁ Σύλλογος Ποντίων Νεαπόλεως τὰς ἡμέρας τοῦ Πάσχα, ἐπεσκέφθη τὰς φιλανθρωπικὰ ἱδρύματα τῆς πόλεως καὶ διένειμε δῶρα εἰς τοὺς τροφίμους. [12, 2265, 404, 2287]
article-subhead: ΕΙΣ ΤΗΝ ΗΠΕΙΡΟΝ [1428, 1158, 1519, 1170]
marriage-notice: Ὁ ΝΙΚΟΛΑΟΣ ΧΑΛΙΑΜΑΛΙΑΣ τοῦ Ἀθανασίου καὶ τῆς Ἀναστασίας, ἀνύπανδρος, γεννηθεὶς εἰς Βόλον καὶ ἡ ΚΑΛΛΙΟΠΗ ΚΑΡΑΚΙΖΗ τοῦ Γεωργίου καὶ τῆς Εὐτυχίας, γεννηθεῖσα εἰς Θεσσαλονίκην, θὰ τελέσουν τὸν γάμον των εἰς Θεσσαλονίκην. [201, 1092, 401, 1160]
article-body: ΑΘΗΝΑΙ, 17. — Κωνσταντῖνος Νικολάου, γνωστὸς διαρρήκτης, συνελήφθη ἀφοῦ προηγουμένως συνελήφθησαν ἡ σύζυγός του καὶ ἡ φίλη του, αἱ ὁποῖαι κατηγοροῦνται ὅτι ἐπώλουν τὰ κλοπιμαῖα. Καὶ αἱ τρεῖς παρεπέμφθησαν εἰς τὸ αὐτόφωρον. [976, 227, 1153, 306]
article-body: ΜΟΣΧΑ, 17. — Ἐξετελέσθησαν ὀκτὼ Σοβιετικοὶ πολῖται οἱ ὁποῖοι κατεδικάσθησαν εἰς θάνατον διότι εἶχον καταχρασθῆ ποσὸν δύο ἑκατομμυρίων ρουβλίων. Οἱ πλεῖστοι ἐκ τῶν ἐκτελεσθέντων ἔφερον ἑβραϊκὰ ὀνόματα. Ἡ ἐφημερὶς «Ἰζβέστια» ἀνέφερεν ὅτι οἱ καταδικασθέντες εἶχον συγκροτήσει σπεῖραν ἡ ὁποία ἐπὶ σειρὰν ἐτῶν κατεχρᾶτο δημόσια χρήματα. [1165, 169, 1366, 269]
article-subhead: ΕΙΣ ΤΗΝ ΗΠΕΙΡΟΝ [1018, 586, 1110, 599]
lead-headline-mourning: ΤΡΙΗΜΕΡΟΝ ΠΕΝΘΟΣ ΤΟΥ ΠΑΝΕΠΙΣΤΗΜΙΟΥ ΘΕΣΣΑΛΟΝΙΚΗΣ [488, 225, 889, 267]
marriage-notice: Ὁ ΓΕΩΡΓΙΟΣ ΑΛΕΞΑΝΔΡΙΔΗΣ τοῦ Ἀλεξάνδρου καὶ τῆς Μαρίκας, ἀνύπανδρος, γεννηθεὶς εἰς Κατερίνην καὶ ἡ ΕΛΕΝΗ ΠΑΣΣΑ τοῦ Δημητρίου καὶ τῆς Σουλτάνας, γεννηθεῖσα εἰς Νιγρίταν, θὰ τελέσουν τὸν γάμον των εἰς Θεσσαλονίκην. [201, 1234, 401, 1301]
article-body: ΒΟΛΟΣ, 17. — Τὸ ταμεῖον τῶν συνταξιούχων ἐχορήγησε ὡς ἐκτάκτως βοήθημα εἰς συνταξιοῦχον ποσὸν 60 δραχμῶν. [976, 1050, 1153, 1094]
article-body: ΕΛΛΗΝΙΚΗΣ ΓΥΝΑΙΚΟΛΟΓΙΚΗΣ ΕΤΑΙΡΕΙΑΣ. Τὸ Διοικητικὸν Συμβούλιον τῆς Ἑταιρείας συνελθὸν ἐκτάκτως ἐπὶ τῷ θανάτῳ τοῦ καθηγητοῦ ἀπεφάσισε: 1) Νὰ ἐκφρασθοῦν συλλυπητήρια. 2) Νὰ παραστῇ εἰς τὴν κηδείαν. 3) Νὰ κατατεθῇ στέφανος. 4) Νὰ δημοσιευθῇ τὸ παρὸν εἰς τὸν τύπον. [785, 1250, 963, 1340]
article-body: ΑΘΗΝΑΙ, 17. — Κατὰ πληροφορίας ἐκ τῆς πρωτευούσης, ἀντιπροσωπεία ἑλλήνων βιομηχάνων θὰ μεταβῇ προσεχῶς εἰς Βελιγράδιον πρὸς σύναψιν ἐμπορικῶν συμφωνιῶν. Εἰς τὸ χωρίον Λιτόχωρον εὑρέθη ἀπηγχονισμένος γέρων, ὁ ὁποῖος ἔπασχεν ἀπὸ ἀνίατον νόσον. Εἰς τὸ Λονδῖνον κυκλοφοροῦν τουρκικαὶ ἐφημερίδες. Νεᾶνις ἐδήχθη ὑπὸ ἐχίδνης καὶ μετεφέρθη εἰς τὸ νοσοκομεῖον. Τὸ πλοῖον «Ρόδος» προσήραξεν εἰς τὴν προκυμαίαν τοῦ Πειραιῶς λόγῳ κακοῦ χειρισμοῦ χωρὶς νὰ ὑποστῇ σοβαρὰς ζημίας. [976, 1148, 1153, 1315]
article-body: ΚΑΪΡΟΝ, 17. — Ἡ Δυτικὴ Γερμανία ἀπεφάσισε νὰ περικόψῃ τὰς πιστώσεις αἱ ὁποῖαι χορηγοῦνται εἰς τὴν Αἴγυπτον ἐὰν δὲν χρησιμοποιοῦνται διὰ παραγωγικοὺς σκοπούς. Ἡ ἀπόφασις ἀνεκοινώθη εἰς τὴν αἰγυπτιακὴν κυβέρνησιν. [1165, 397, 1366, 464]
article-body: Ὁ Γεώργιος Τσουτσουλόπουλος ἐγεννήθη τὸ 1904 εἰς Ναύπλιον. Ἐσπούδασεν εἰς τὴν Ἰατρικὴν Σχολὴν τοῦ Πανεπιστημίου Ἀθηνῶν καὶ μετεκπαιδεύθη εἰς Γερμανίαν καὶ Αὐστρίαν. Τὸ 1938 ἐξελέγη ὑφηγητὴς καὶ τὸ 1946 τακτικὸς καθηγητὴς τῆς μαιευτικῆς καὶ γυναικολογίας εἰς τὸ Πανεπιστήμιον Θεσσαλονίκης. Διετέλεσε κοσμήτωρ τῆς Ἰατρικῆς Σχολῆς καὶ πρύτανις τοῦ Πανεπιστημίου. Ἔγραψε πλῆθος ἐπιστημονικῶν ἐργασιῶν αἱ ὁποῖαι ἐδημοσιεύθησαν εἰς ἑλληνικὰ καὶ ξένα περιοδικὰ καὶ ἦτο μέλος πολλῶν ἐπιστημονικῶν ἑταιρειῶν τοῦ ἐξωτερικοῦ. Ὑπῆρξεν ἄνθρωπος ἀκεραίου χαρακτῆρος, φιλάνθρωπος καὶ ἀγαπητὸς εἰς τοὺς συναδέλφους καὶ τοὺς φοιτητάς του. Ἀφήνει σύζυγον καὶ τέκνα. [414, 514, 592, 751]
overturned-truck-photo [1165, 869, 1575, 1138]
headline-traffic-accidents-2: ΚΑΙ ΤΡΕΙΣ ΑΝΘΥΠΟΛΟΧΑΓΟΙ ΕΙΣ ΤΗΝ ΗΠΕΙΡΟΝ [1222, 849, 1517, 864]
section-title-ekklisia: ΕΚΚΛΗΣΙΑ [14, 981, 141, 1011]
article-headline: ΕΠΙΚΟΥΡΙΚΟΝ ΤΑΜΕΙΟΝ ΕΔΩΡΗΣΕ ΕΙΣ ΔΩΡΟΝ ΤΟ ΠΟΣΟΝ ΤΩΝ 60 ΔΡΑΧ.! [977, 1009, 1152, 1047]
article-headline: ΕΚΔΗΛΩΣΕΙΣ ΕΙΣ ΜΝΗΜΗΝ ΤΩΝ ΘΑΝΑΤΩΘΕΝΤΩΝ ΥΠΟ ΤΩΝ ΓΕΡΜΑΝΩΝ ΙΣΡΑΗΛΙΤΩΝ [984, 20, 1145, 57]
article-body: ΚΑΛΑΜΑΤΑ, 17. — Εἰς τοὺς Γαργαλιάνους ἐγένοντο τὰ ἀποκαλυπτήρια τῆς προτομῆς τοῦ Μητροπολίτου Σμύρνης Χρυσοστόμου. [785, 1395, 963, 1441]
article-body: ΑΘΗΝΑΙ, 17. — Κατεδικάσθη εἰς φυλάκισιν 6 μηνῶν ὑπηρέτρια ἡ ὁποία ἀφήρεσε τὰ χρυσαφικὰ τῆς κυρίας της διὰ νὰ μεταβῇ στολισμένη εἰς τὴν περιφορὰν τοῦ Ἐπιταφίου. Ἡ κατηγορουμένη ὡμολόγησε τὴν πρᾶξιν της. [785, 951, 963, 1030]
article-body: ΒΕΡΟΛΙΝΟΝ, 17. — Ὁ Βάλτερ Οὔλμπριχτ ἀνεκοίνωσε τὴν ριζικὴν ἀναδιοργάνωσιν τῆς κρατικῆς μηχανῆς τῆς Ἀνατολικῆς Γερμανίας. [1165, 765, 1366, 798]
two-col-block [1165, 1152, 1573, 1541]
column-social [8, 14, 195, 2310]
article-body: ΑΘΗΝΑΙ, 17. — Ἡ Ἕνωσις τῶν βιομηχάνων διαμαρτύρεται διότι τὰ νομοσχέδια τὰ ὁποῖα ἀφοροῦν τὴν οἰκονομίαν καταρτίζονται χωρὶς νὰ ζητεῖται ἡ γνώμη τῶν παραγωγικῶν τάξεων. [1165, 515, 1366, 570]
article-body: ΒΟΛΟΣ, 17. — Ναυτικὸς διατελῶν ἐν μέθῃ κατέπεσεν ἀπὸ τὴν προκυμαίαν εἰς τὴν θάλασσαν καὶ διεσώθη ὑπὸ διερχομένων. [976, 857, 1153, 902]
two-col-block [1165, 398, 1573, 468]
lead-col-b [599, 302, 777, 1670]
marriage-notice: Ὁ ΣΤΥΛΙΑΝΟΣ ΜΗΤΣΟΣ τοῦ Ἀριστοτέλους καὶ τῆς Χαρίκλειας, ἀνύπανδρος, γεννηθεὶς εἰς Κοζάνην καὶ ἡ ΣΤΕΛΛΑ ΓΚΥΣΙΟΥ τοῦ Γεωργίου καὶ τῆς Ἀθανασίας, γεννηθεῖσα εἰς Λάρισαν, θὰ τελέσουν τὸν γάμον των εἰς Θεσσαλονίκην. [201, 951, 401, 1018]
article-body: ΠΑΝΗΓΥΡΙΣ ΙΕΡΟΥ ΝΑΟΥ ΖΩΟΔΟΧΟΥ ΠΗΓΗΣ ΛΗΤΗΣ. Τὴν Παρασκευὴν ἑορτάζει ὁ Ἱερὸς Ναὸς τῆς Ζωοδόχου Πηγῆς. Τὸ ἑσπέρας τῆς Πέμπτης θὰ τελεσθῇ Μέγας Ἑσπερινὸς καὶ τὴν πρωΐαν τῆς Παρασκευῆς ἡ Θεία Λειτουργία. Ὁ Ἐφημέριος [14, 1014, 188, 1092]
article-body: ΣΥΓΚΛΗΤΟΥ ΑΡΙΣΤΟΤΕΛΕΙΟΥ ΠΑΝΕΠΙΣΤΗΜΙΟΥ ΘΕΣΣΑΛΟΝΙΚΗΣ. Ἡ Σύγκλητος τοῦ Ἀριστοτελείου Πανεπιστημίου Θεσσαλονίκης συνελθοῦσα ἐκτάκτως ἀπεφάσισε: 1) Νὰ κηρυχθῇ τριήμερον πένθος. 2) Νὰ παραστῇ σύσσωμος εἰς τὴν κηδείαν. 3) Νὰ κατατεθῇ στέφανος. 4) Νὰ ἀναρτηθῇ ἡ σημαία μεσίστιος. 5) Νὰ ἐκφρασθοῦν συλλυπητήρια εἰς τὴν οἰκογένειαν. [785, 784, 963, 896]
article-body: ΗΡΑΚΛΕΙΟΝ, 17. — Εἰς τὸ χωρίον Ἀρχάναι, ἐξερράγη βλῆμα τὸ ὁποῖον εὗρον παιδία, μὲ ἀποτέλεσμα νὰ τραυματισθοῦν σοβαρῶς τρία ἐξ αὐτῶν. [976, 535, 1153, 579]
two-col-block [1165, 766, 1573, 802]
article-subhead: ΔΕΚΑ ΤΡΑΥΜΑΤΙΑΙ [1219, 1477, 1313, 1490]
headline-marijuana-jamaica: ΤΡΟΜΑΚΤΙΚΗ Η ΔΙΑΔΟΣΙΣ ΤΗΣ ΧΡΗΣΕΩΣ ΤΗΣ ΜΑΡΙΧΟΥΑΝΑΣ ΕΙΣ ΤΗΝ ΙΑΜΑΪΚΗΝ [1167, 645, 1571, 677]
article-body: Αὔριον ἑορτὴ τῆς Ζωοδόχου Πηγῆς, προστάτιδος τῶν παντοπωλῶν, τὰ παντοπωλεῖα θὰ παραμείνουν κλειστὰ ὅλην τὴν ἡμέραν. [976, 358, 1153, 403]
article-subhead: ΚΑΙ ΕΤΕΡΟΙ ΠΕΝΤΕ [1217, 275, 1315, 288]
article-headline: ΣΟΒΑΡΑ Η ΚΑΤΑΣΤΑΣΙΣ ΤΩΝ ΤΡΑΥΜΑΤΙΣΘΕΝΤΩΝ ΕΚ ΕΚΡΗΞΕΩΣ ΒΛΗΜΑΤΟΣ ΕΙΣ ΧΩΡΙΟΝ ΤΗΣ ΚΡΗΤΗΣ [993, 414, 1136, 466]
article-subhead: ΙΑΤΡΙΚΗΣ ΣΧΟΛΗΣ ΑΡΙΣΤΟΤΕΛΕΙΟΥ ΠΑΝΕΠΙΣΤΗΜΙΟΥ ΘΕΣΣΑΛΟΝΙΚΗΣ [600, 641, 777, 666]
subsection-title: Δωρεαί [14, 553, 62, 568]
marriage-notice: Ὁ ΝΙΚΟΛΑΟΣ ΤΣΑΚΙΡΙΔΗΣ τοῦ Γεωργίου καὶ τῆς Σοφίας, ἀνύπανδρος, γεννηθεὶς εἰς Φλώριναν καὶ ἡ ΣΟΦΙΑ ΓΝΑΤΙΑΔΟΥ τοῦ Θεοδώρου καὶ τῆς Εὐανθίας, ἀνύπανδρος, γεννηθεῖσα εἰς Καβάλαν, θὰ τελέσουν τὸν γάμον των εἰς Θεσσαλονίκην. [201, 658, 401, 725]
lead-subhead-1: Ὑπῆρξε λαμπρὸν ὑπόδειγμα ἐπιστήμονος [491, 169, 885, 190]
marriage-list [201, 61, 401, 1373]
article-subhead: ΕΠΙΜΕΛΗΤΩΝ ΠΑΝΕΠΙΣΤΗΜΙΟΥ [794, 768, 953, 781]
signature: ΤΡΥΦΩΝ ΚΑΛΑΙΤΖΟΓΛΟΥ [43, 960, 166, 971]
article-headline: ΑΓΝΩΣΤΟΙ ΑΦΗΡΕΣΑΝ ΑΠΟ ΝΑΟΝ ΤΗΣ ΚΟΜΟΤΗΝΗΣ ΠΟΣΟΝ 1.800 ΔΡΑΧΜΩΝ [978, 731, 1151, 770]
marriage-notice: Ὁ ΓΕΩΡΓΙΟΣ ΚΟΣΜΙΔΗΣ τοῦ Βασιλείου καὶ τῆς Ἑλένης, ἀνύπανδρος, γεννηθεὶς εἰς Σιάτισταν καὶ ἡ ΒΑΣΙΛΙΚΗ ΠΑΠΑΔΗΜΗΤΡΙΟΥ τοῦ Ἰωάννου καὶ τῆς Κυριακῆς, θὰ τελέσουν τὸν γάμον των ἐντὸς τοῦ μηνός. [201, 1022, 401, 1089]
lead-col-c [786, 302, 963, 1670]
article-headline: ΒΡΕΦΟΣ 13 ΜΗΝΩΝ ΕΚ ΝΕΟΥ ΗΡΑΚΛΗΣ ΕΠΝΙΓΕΝ ΕΧΙΔΝΑΝ! [989, 646, 1140, 672]
lead-columns [414, 302, 963, 1670]
lead-subhead-3: Ἱδρύματα καὶ ὀργανώσεις ἐξέδωκαν ψηφίσματα [493, 270, 883, 289]
article-body: Τὸ Ἰατρικὸν προσωπικὸν τῆς μαιευτικῆς κλινικῆς ἐκφράζει τὰ θερμὰ συλλυπητήρια πρὸς τὴν οἰκογένειαν τοῦ ἀειμνήστου καθηγητοῦ, ὁ ὁποῖος ὑπῆρξε λαμπρὸν παράδειγμα ἐπιστήμονος καὶ διδασκάλου. [14, 426, 188, 493]
article-body: ΛΑΡΙΣΑ, 17. — Λεωφορεῖον τῆς γραμμῆς ἀνετράπη εἰς τὴν ἐθνικὴν ὁδὸν μὲ ἀποτέλεσμα νὰ τραυματισθοῦν δέκα ἐπιβάται. [1165, 1493, 1366, 1537]
article-body: Θερμότατα εὐχαριστοῦμεν τοὺς ἰατροὺς καὶ τὸ νοσηλευτικὸν προσωπικὸν διὰ τὰς ἀόκνους προσπαθείας των, ὅπως καὶ ὅλους τοὺς συγγενεῖς, φίλους καὶ γνωστοὺς οἵτινες μᾶς συμπαρεστάθησαν εἰς τὸ πένθος μας. Ἡ οἰκογένεια [201, 1411, 401, 1478]
article-headline: ΓΕΡΩΝ ΕΥΡΕΘΗ ΑΠΗΓΧΟΝΙΣΜΕΝΟΣ [1015, 1327, 1113, 1353]
article-body: Ἡ κ. Δέσποινα Δημοσθένους Θεοχαρίδου δὲν δέχεται ἐπισκέψεις λόγῳ πένθους. [14, 160, 188, 193]
article-body: Τὴν 7.50 μ.μ. χθές, παρὰ τὴν διασταύρωσιν τῶν ὁδῶν, τὸ ὑπ' ἀριθ. ΙΧ ἐπιβατικὸν αὐτοκίνητον προσέκρουσεν εἰς διερχόμενον μοτοποδήλατον. Ἐκ τῆς συγκρούσεως ἐτραυματίσθη ὁ ὁδηγὸς τοῦ μοτοποδηλάτου ὁ ὁποῖος μετεφέρθη εἰς τὸ νοσοκομεῖον. Εἰς τὴν ὁδὸν Ἐγνατίας ἐπιβατικὸν αὐτοκίνητον παρέσυρε πεζόν. [1165, 1244, 1366, 1334]
article-body: ΚΟΜΟΤΗΝΗ, 17. — Ἄγνωστοι διαρρῆκται εἰσῆλθον νύκτωρ εἰς τὸν ναὸν καὶ ἀφήρεσαν ἐκ τοῦ παγκαρίου ποσὸν 1.800 δραχμῶν. [976, 1356, 1153, 1400]
section-title-prosklisis: ΠΡΟΣΚΛΗΣΕΙΣ [14, 809, 168, 832]
column-foreign-news [1160, 14, 1579, 2310]
article-body: Ὁ Γεώργιος Τσουτσουλόπουλος ἐγεννήθη τὸ 1904 εἰς Ναύπλιον. Ἐσπούδασεν εἰς τὴν Ἰατρικὴν Σχολὴν τοῦ Πανεπιστημίου Ἀθηνῶν καὶ μετεκπαιδεύθη εἰς Γερμανίαν καὶ Αὐστρίαν. Τὸ 1938 ἐξελέγη ὑφηγητὴς καὶ τὸ 1946 τακτικὸς καθηγητὴς τῆς μαιευτικῆς καὶ γυναικολογίας εἰς τὸ Πανεπιστήμιον Θεσσαλονίκης. Διετέλεσε κοσμήτωρ τῆς Ἰατρικῆς Σχολῆς καὶ πρύτανις τοῦ Πανεπιστημίου. Ἔγραψε πλῆθος ἐπιστημονικῶν ἐργασιῶν αἱ ὁποῖαι ἐδημοσιεύθησαν εἰς ἑλληνικὰ καὶ ξένα περιοδικὰ καὶ ἦτο μέλος πολλῶν ἐπιστημονικῶν ἑταιρειῶν τοῦ ἐξωτερικοῦ. Ὑπῆρξεν ἄνθρωπος ἀκεραίου χαρακτῆρος, φιλάνθρωπος καὶ ἀγαπητὸς εἰς τοὺς συναδέλφους καὶ τοὺς φοιτητάς του. Ἀφήνει σύζυγον καὶ τέκνα. [414, 754, 592, 990]
article-body: Ἀπεβίωσε χθὲς τὴν 6.45 πρωΐαν, ὁ καθηγητὴς τῆς μαιευτικῆς καὶ γυναικολογίας τοῦ πανεπιστημίου Θεσσαλονίκης Γεώργιος Τσουτσουλόπουλος, ὁ ὁποῖος ἐπὶ μακρὸν ἐνοσηλεύετο. Ὁ ἐκλιπὼν ἐγεννήθη εἰς Ναύπλιον καὶ ἐσπούδασεν ἰατρικὴν εἰς Ἀθήνας καὶ Γερμανίαν. Ὑπῆρξε διευθυντὴς τῆς μαιευτικῆς καὶ γυναικολογικῆς κλινικῆς τοῦ πανεπιστημίου καὶ ἐξέλεξε πολλὰς γενεὰς ἰατρῶν. Ἡ κηδεία του θὰ γίνῃ σήμερον τὴν 11 π.μ. ἐκ τοῦ Ἱεροῦ Ναοῦ τῆς Ἁγίας Σοφίας. Ἡ σωρὸς θὰ ἐκτεθῇ εἰς προσκύνημα ἀπὸ τῆς 9ης πρωϊνῆς εἰς τὸν ναόν. Τὴν νεκρώσιμον ἀκολουθίαν θὰ ψάλῃ ὁ Μητροπολίτης Θεσσαλονίκης. [414, 302, 592, 492]
article-headline: Ο ΥΠΟΥΡΓΟΣ ΓΕΩΡΓΙΑΣ ΕΙΣ ΤΗΝ ΔΡΑΜΑΝ ΚΑΙ ΤΗΝ ΚΑΒΑΛΑΝ [982, 913, 1147, 938]
article-body: ΜΥΤΙΛΗΝΗ, 17. — Ἐργάτης ἐτραυματίσθη σοβαρῶς κατὰ τὴν ἐργασίαν του εἰς ἐλαιοτριβεῖον. [1373, 1399, 1573, 1433]
marriage-notice: Ὁ ΑΝΤΩΝΙΟΣ ΒΕΛΛΙΔΗΣ τοῦ Παναγιώτου καὶ τῆς Ἀναστασίας, ἀνύπανδρος, γεννηθεὶς εἰς Θεσσαλονίκην καὶ ἡ ΜΑΓΔΑΛΗΝΗ ΒΕΛΚΟΥ τοῦ Γεωργίου καὶ τῆς Σοφίας, ἀνύπανδρος, γεννηθεῖσα εἰς Λάρισαν, μέλλουν νὰ τελέσουν τὸν γάμον των εἰς Θεσσαλονίκην. [201, 142, 401, 221]
article-body: ΗΡΑΚΛΕΙΟΝ, 17. — Εἰς τὸ χωρίον Ἀρχάναι, ἐξερράγη βλῆμα τὸ ὁποῖον εὗρον παιδία, μὲ ἀποτέλεσμα νὰ τραυματισθοῦν σοβαρῶς τρία ἐξ αὐτῶν. [976, 469, 1153, 513]
subsection-title: Εὐχαριστήρια [14, 198, 106, 214]
article-body: ΑΘΗΝΑΙ, 17. — Κατὰ τὸν γενόμενον ἔλεγχον διεπιστώθη ὅτι πολλὰ γραμματοκιβώτια τῆς πρωτευούσης εὑρίσκονται εἰς κακὴν κατάστασιν. [785, 1183, 963, 1229]
article-body: ΣΥΓΚΛΗΤΟΥ ΑΡΙΣΤΟΤΕΛΕΙΟΥ ΠΑΝΕΠΙΣΤΗΜΙΟΥ ΘΕΣΣΑΛΟΝΙΚΗΣ. Ἡ Σύγκλητος τοῦ Ἀριστοτελείου Πανεπιστημίου Θεσσαλονίκης συνελθοῦσα ἐκτάκτως ἀπεφάσισε: 1) Νὰ κηρυχθῇ τριήμερον πένθος. 2) Νὰ παραστῇ σύσσωμος εἰς τὴν κηδείαν. 3) Νὰ κατατεθῇ στέφανος. 4) Νὰ ἀναρτηθῇ ἡ σημαία μεσίστιος. 5) Νὰ ἐκφρασθοῦν συλλυπητήρια εἰς τὴν οἰκογένειαν. [599, 1211, 778, 1322]
article-headline: ΕΚ ΚΑΚΟΥ ΧΕΙΡΙΣΜΟΥ ΠΡΟΣΗΡΑΞΕ ΤΟ «ΡΟΔΟΣ» [999, 1579, 1130, 1605]
article-headline: ΕΠΗΡΕ ΤΑ ΧΡΥΣΑΦΙΚΑ ΔΙΑ ΝΑ ΜΕΤΑΒΗ ΣΤΟΛΙΣΜΕΝΗ ΕΙΣ ΤΟΝ ΕΠΙΤΑΦΙΟΝ [788, 908, 960, 948]
article-subhead: ΕΙΣ ΕΡΓΑΤΗΣ ΕΤΡΑΥΜΑΤΙΣΘΗ [1399, 1384, 1546, 1396]
article-body: Ἡ ἀπώλεια τοῦ καθηγητοῦ Τσουτσουλοπούλου προκάλεσε βαθυτάτην θλῖψιν εἰς τὸν πανεπιστημιακὸν κόσμον καὶ εἰς ὁλόκληρον τὴν Θεσσαλονίκην. Ἡ Ἰατρικὴ Σχολὴ ἀπεφάσισε τὴν ἀνάρτησιν τῆς σημαίας μεσιστίου. Ὁ Ἰατρικὸς Σύλλογος ἐξέδωκε ψήφισμα. Ἡ Ἑταιρεία Μακεδονικῶν Σπουδῶν ἐξέδωκε ψήφισμα. Ὁ Σύλλογος Φοιτητῶν Ἰατρικῆς ἀπεφάσισε τὴν ἀποχὴν ἀπὸ τὰ μαθήματα καὶ τὴν κατάθεσιν στεφάνου. Τὸ Διοικητικὸν Συμβούλιον τοῦ Νοσοκομείου ΑΧΕΠΑ ἐξέφρασε τὴν βαθεῖαν λύπην του. [599, 1020, 778, 1188]
article-body: ΚΟΜΟΤΗΝΗ, 17. — Ἄγνωστοι διαρρῆκται εἰσῆλθον νύκτωρ εἰς τὸν ναὸν καὶ ἀφήρεσαν ἐκ τοῦ παγκαρίου ποσὸν 1.800 δραχμῶν. [976, 773, 1153, 817]
headline-traffic-accidents: ΕΙΚΟΣΙ ΤΡΑΥΜΑΤΙΑΙ ΕΚ ΤΡΟΧΑΙΩΝ ΑΤΥΧΗΜΑΤΩΝ ΕΙΣ ΤΗΝ ΘΕΣΣΑΛΟΝΙΚΗΝ ΚΑΙ ΑΛΛΑΣ ΠΕΡΙΟΧΑΣ [1190, 813, 1548, 845]
subhead-russians-1: Οἱ πλεῖστοι ἔφερον [1276, 92, 1463, 113]
